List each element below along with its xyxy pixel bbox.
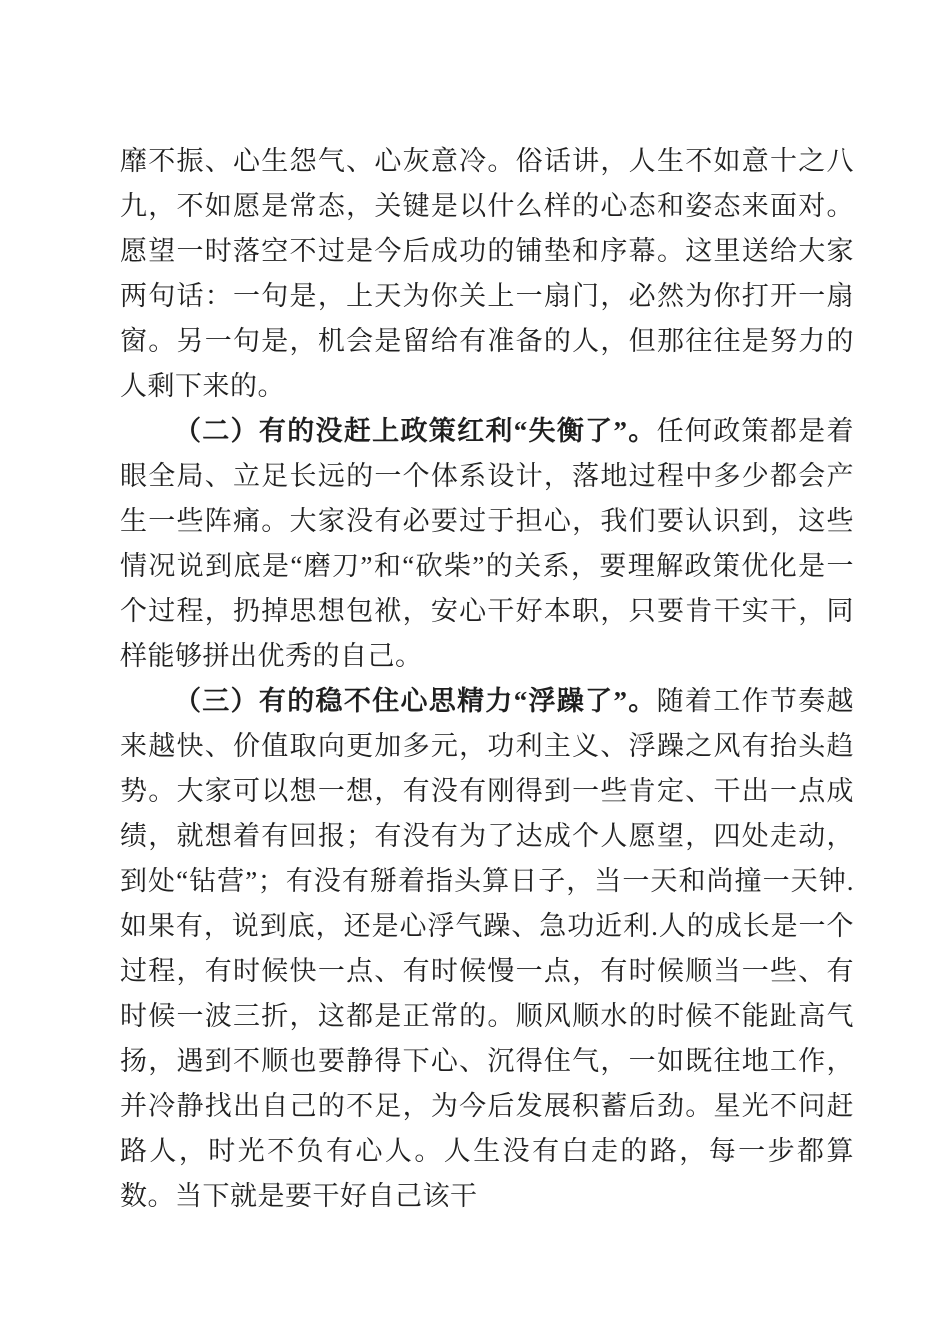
- paragraph: [120, 409, 854, 679]
- paragraph: [120, 679, 854, 1219]
- paragraph-text: 随着工作节奏越来越快、价值取向更加多元，功利主义、浮躁之风有抬头趋势。大家可以想一想，有没有刚得到一些肯定、干出一点成绩，就想着有回报；有没有为了达成个人愿望，四处走动，到处“钻营”；有没有掰着指头算日子，当一天和尚撞一天钟.如果有，说到底，还是心浮气躁、急功近利.人的成长是一个过程，有时候快一点、有时候慢一点，有时候顺当一些、有时候一波三折，这都是正常的。顺风顺水的时候不能趾高气扬，遇到不顺也要静得下心、沉得住气，一如既往地工作，并冷静找出自己的不足，为今后发展积蓄后劲。星光不问赶路人，时光不负有心人。人生没有白走的路，每一步都算数。当下就是要干好自己该干: [120, 686, 854, 1211]
- paragraph: [120, 139, 854, 409]
- paragraph-lead: （二）有的没赶上政策红利“失衡了”。: [174, 416, 657, 446]
- paragraph-text: 靡不振、心生怨气、心灰意冷。俗话讲，人生不如意十之八九，不如愿是常态，关键是以什么样的心态和姿态来面对。愿望一时落空不过是今后成功的铺垫和序幕。这里送给大家两句话：一句是，上天为你关上一扇门，必然为你打开一扇窗。另一句是，机会是留给有准备的人，但那往往是努力的人剩下来的。: [120, 146, 854, 401]
- paragraph-lead: （三）有的稳不住心思精力“浮躁了”。: [174, 686, 657, 716]
- document-body: [120, 139, 854, 1219]
- paragraph-text: 任何政策都是着眼全局、立足长远的一个体系设计，落地过程中多少都会产生一些阵痛。大家没有必要过于担心，我们要认识到，这些情况说到底是“磨刀”和“砍柴”的关系，要理解政策优化是一个过程，扔掉思想包袱，安心干好本职，只要肯干实干，同样能够拼出优秀的自己。: [120, 416, 854, 671]
